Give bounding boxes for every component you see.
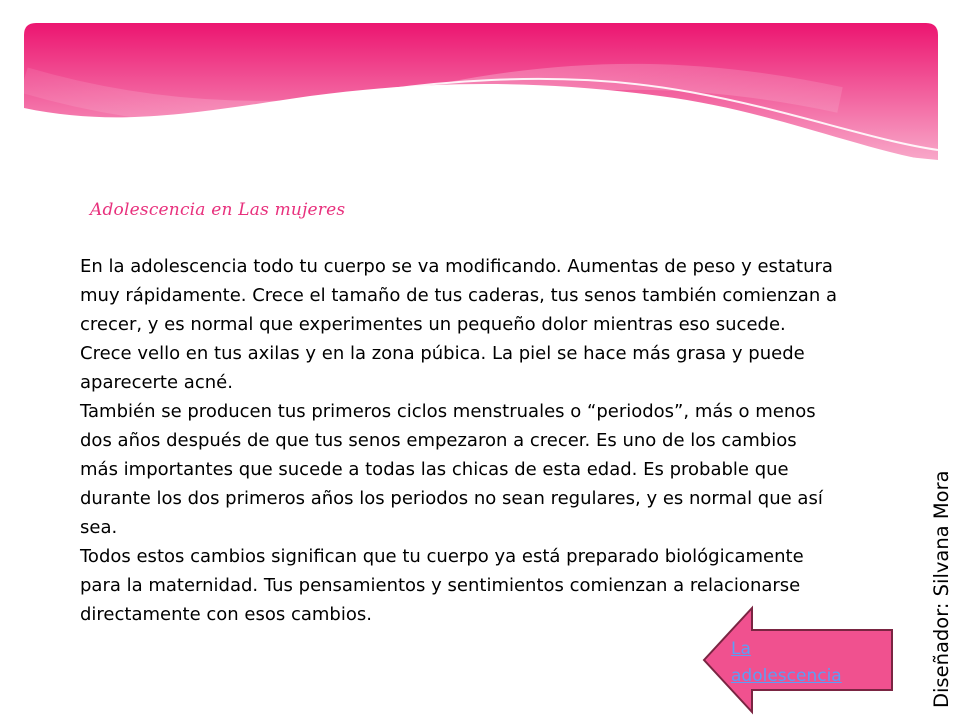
paragraph-physical-changes: En la adolescencia todo tu cuerpo se va modificando. Aumentas de peso y estatura muy rápidamente. Crece el tamaño de tus caderas, tus senos también comienzan a crecer, y es normal que experimentes un pequeño dolor mientras eso sucede. Crece vello en tus axilas y en la zona púbica. La piel se hace más grasa y puede aparecerte acné. xyxy=(80,256,837,393)
back-to-adolescencia-link[interactable]: La adolescencia xyxy=(731,639,842,686)
paragraph-conclusion: Todos estos cambios significan que tu cuerpo ya está preparado biológicamente para la maternidad. Tus pensamientos y sentimientos comienzan a relacionarse directamente con esos cambios. xyxy=(80,546,804,625)
paragraph-menstruation: También se producen tus primeros ciclos menstruales o “periodos”, más o menos dos años después de que tus senos empezaron a crecer. Es uno de los cambios más importantes que sucede a todas las chicas de esta edad. Es probable que durante los dos primeros años los periodos no sean regulares, y es normal que así sea. xyxy=(80,401,823,538)
header-wave-banner xyxy=(0,0,960,170)
designer-credit: Diseñador: Silvana Mora xyxy=(930,470,953,708)
body-text xyxy=(80,252,840,629)
slide-subtitle: Adolescencia en Las mujeres xyxy=(90,200,346,220)
